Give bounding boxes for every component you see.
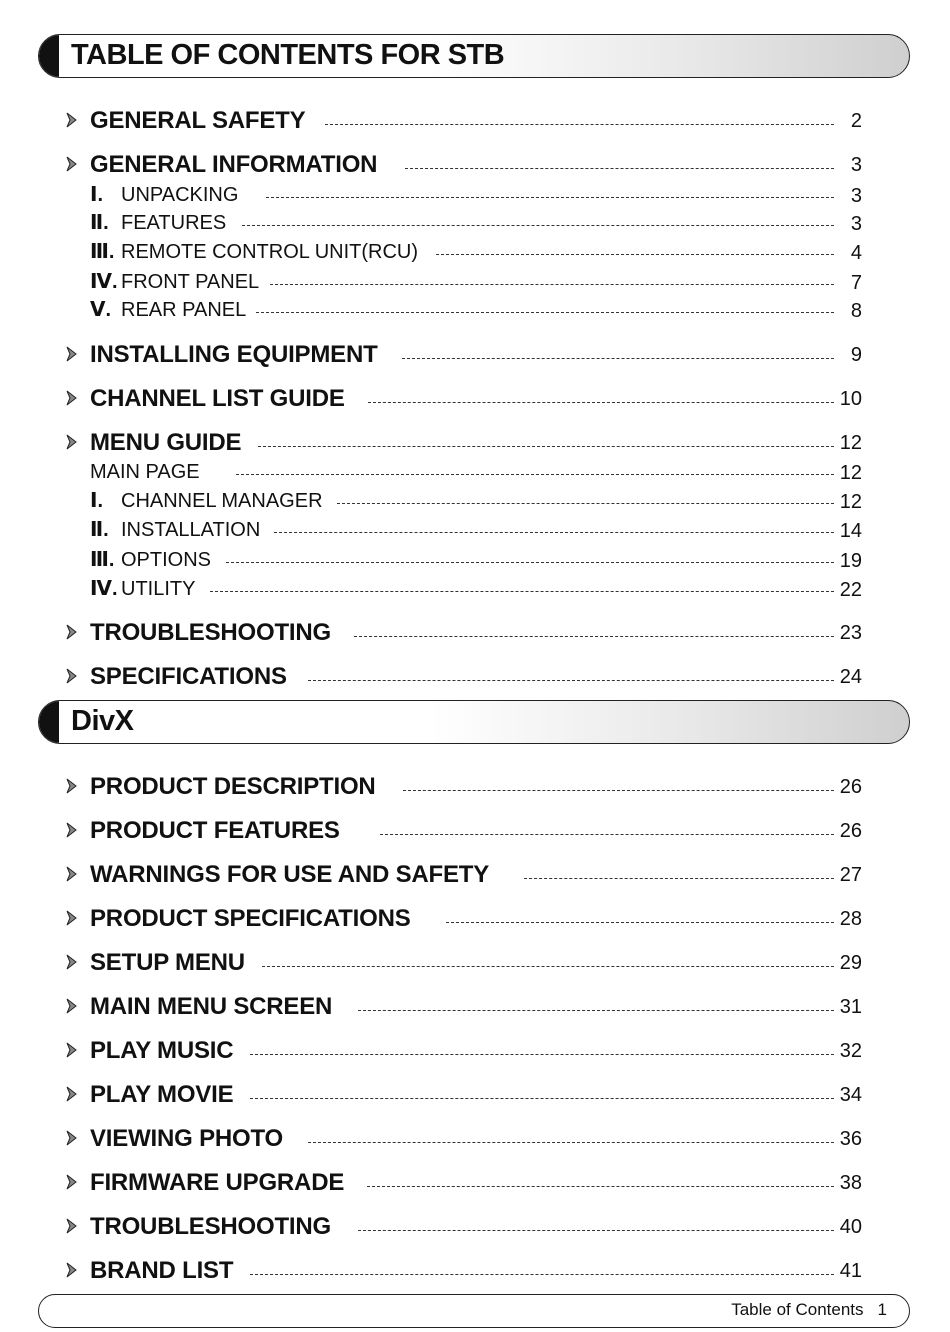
toc-entry-title: REMOTE CONTROL UNIT(RCU) <box>121 241 419 263</box>
dotted-leader <box>256 312 834 313</box>
bullet-arrow-icon <box>66 778 78 794</box>
toc-entry-page: 19 <box>839 550 862 572</box>
toc-entry-page: 24 <box>839 666 862 688</box>
toc-entry-page: 27 <box>839 864 862 886</box>
dotted-leader <box>274 532 834 533</box>
toc-entry[interactable] <box>0 662 950 692</box>
toc-entry-page: 36 <box>839 1128 862 1150</box>
toc-entry-page: 4 <box>850 242 862 264</box>
dotted-leader <box>524 878 834 879</box>
bullet-arrow-icon <box>66 390 78 406</box>
toc-entry-page: 40 <box>839 1216 862 1238</box>
dotted-leader <box>405 168 834 169</box>
dotted-leader <box>368 402 834 403</box>
bullet-arrow-icon <box>66 998 78 1014</box>
dotted-leader <box>236 474 834 475</box>
bullet-arrow-icon <box>66 1130 78 1146</box>
dotted-leader <box>446 922 834 923</box>
toc-entry-page: 12 <box>839 491 862 513</box>
dotted-leader <box>308 680 834 681</box>
toc-entry[interactable] <box>0 106 950 136</box>
dotted-leader <box>436 254 834 255</box>
toc-entry[interactable] <box>0 268 950 298</box>
bullet-arrow-icon <box>66 910 78 926</box>
toc-entry[interactable] <box>0 948 950 978</box>
header-cap <box>38 700 59 744</box>
dotted-leader <box>210 591 834 592</box>
toc-entry-numeral: Ⅰ. <box>90 184 103 206</box>
section-title: TABLE OF CONTENTS FOR STB <box>71 39 505 71</box>
page-footer <box>38 1294 910 1328</box>
bullet-arrow-icon <box>66 1086 78 1102</box>
toc-entry-page: 12 <box>839 432 862 454</box>
toc-entry[interactable] <box>0 384 950 414</box>
bullet-arrow-icon <box>66 1262 78 1278</box>
toc-entry-title: FEATURES <box>121 212 227 234</box>
bullet-arrow-icon <box>66 1174 78 1190</box>
toc-entry-numeral: Ⅱ. <box>90 519 109 541</box>
toc-entry[interactable] <box>0 1212 950 1242</box>
dotted-leader <box>270 284 834 285</box>
dotted-leader <box>262 966 834 967</box>
bullet-arrow-icon <box>66 112 78 128</box>
toc-entry-page: 2 <box>850 110 862 132</box>
toc-entry[interactable] <box>0 181 950 211</box>
dotted-leader <box>250 1274 834 1275</box>
bullet-arrow-icon <box>66 668 78 684</box>
dotted-leader <box>226 562 834 563</box>
toc-entry[interactable] <box>0 238 950 268</box>
toc-entry[interactable] <box>0 772 950 802</box>
toc-entry[interactable] <box>0 575 950 605</box>
bullet-arrow-icon <box>66 1042 78 1058</box>
toc-entry-numeral: Ⅲ. <box>90 241 115 263</box>
toc-entry-page: 34 <box>839 1084 862 1106</box>
bullet-arrow-icon <box>66 866 78 882</box>
toc-entry-page: 12 <box>839 462 862 484</box>
toc-entry-page: 38 <box>839 1172 862 1194</box>
toc-entry-title: PRODUCT FEATURES <box>90 817 340 844</box>
dotted-leader <box>358 1010 834 1011</box>
toc-entry[interactable] <box>0 546 950 576</box>
header-cap <box>38 34 59 78</box>
toc-entry-title: GENERAL SAFETY <box>90 107 306 134</box>
toc-entry-title: TROUBLESHOOTING <box>90 619 331 646</box>
toc-entry-page: 3 <box>850 185 862 207</box>
dotted-leader <box>337 503 834 504</box>
toc-entry-title: UTILITY <box>121 578 196 600</box>
dotted-leader <box>354 636 834 637</box>
toc-entry[interactable] <box>0 1036 950 1066</box>
footer-label: Table of Contents <box>731 1300 864 1319</box>
toc-entry-title: MAIN MENU SCREEN <box>90 993 333 1020</box>
toc-entry[interactable] <box>0 458 950 488</box>
toc-entry-title: UNPACKING <box>121 184 239 206</box>
toc-entry-page: 7 <box>850 272 862 294</box>
toc-entry[interactable] <box>0 860 950 890</box>
section-header-stb <box>38 34 910 78</box>
toc-entry-numeral: Ⅰ. <box>90 490 103 512</box>
dotted-leader <box>242 225 834 226</box>
toc-entry-page: 3 <box>850 213 862 235</box>
dotted-leader <box>250 1054 834 1055</box>
section-title: DivX <box>71 705 134 737</box>
dotted-leader <box>380 834 834 835</box>
toc-entry-numeral: Ⅱ. <box>90 212 109 234</box>
toc-entry-title: CHANNEL MANAGER <box>121 490 323 512</box>
toc-entry[interactable] <box>0 1124 950 1154</box>
dotted-leader <box>325 124 834 125</box>
dotted-leader <box>308 1142 834 1143</box>
bullet-arrow-icon <box>66 156 78 172</box>
toc-entry-page: 3 <box>850 154 862 176</box>
toc-entry-page: 29 <box>839 952 862 974</box>
toc-entry-page: 32 <box>839 1040 862 1062</box>
bullet-arrow-icon <box>66 624 78 640</box>
toc-entry-title: SETUP MENU <box>90 949 245 976</box>
toc-entry-title: MAIN PAGE <box>90 461 200 483</box>
footer-text <box>731 1300 887 1320</box>
toc-entry[interactable] <box>0 209 950 239</box>
toc-entry-title: PRODUCT DESCRIPTION <box>90 773 376 800</box>
toc-entry-page: 31 <box>839 996 862 1018</box>
bullet-arrow-icon <box>66 1218 78 1234</box>
toc-entry-title: PRODUCT SPECIFICATIONS <box>90 905 411 932</box>
toc-entry-title: GENERAL INFORMATION <box>90 151 378 178</box>
toc-entry-page: 26 <box>839 776 862 798</box>
toc-entry-title: OPTIONS <box>121 549 212 571</box>
toc-entry-title: PLAY MOVIE <box>90 1081 234 1108</box>
toc-entry-page: 23 <box>839 622 862 644</box>
dotted-leader <box>403 790 834 791</box>
dotted-leader <box>358 1230 834 1231</box>
toc-entry-page: 8 <box>850 300 862 322</box>
bullet-arrow-icon <box>66 434 78 450</box>
toc-entry-title: BRAND LIST <box>90 1257 234 1284</box>
toc-entry-title: REAR PANEL <box>121 299 247 321</box>
toc-entry-numeral: Ⅴ. <box>90 299 112 321</box>
toc-entry[interactable] <box>0 1256 950 1286</box>
toc-entry[interactable] <box>0 340 950 370</box>
toc-entry[interactable] <box>0 428 950 458</box>
dotted-leader <box>367 1186 834 1187</box>
toc-entry-title: VIEWING PHOTO <box>90 1125 283 1152</box>
toc-entry[interactable] <box>0 1168 950 1198</box>
toc-entry[interactable] <box>0 618 950 648</box>
toc-entry-title: FRONT PANEL <box>121 271 260 293</box>
dotted-leader <box>250 1098 834 1099</box>
bullet-arrow-icon <box>66 346 78 362</box>
toc-entry-title: WARNINGS FOR USE AND SAFETY <box>90 861 490 888</box>
bullet-arrow-icon <box>66 954 78 970</box>
toc-entry-numeral: Ⅳ. <box>90 271 118 293</box>
toc-entry-title: MENU GUIDE <box>90 429 242 456</box>
toc-entry[interactable] <box>0 487 950 517</box>
toc-entry[interactable] <box>0 150 950 180</box>
toc-entry-numeral: Ⅲ. <box>90 549 115 571</box>
toc-entry-title: INSTALLATION <box>121 519 261 541</box>
footer-page-number: 1 <box>877 1300 887 1319</box>
toc-entry[interactable] <box>0 816 950 846</box>
toc-entry-title: TROUBLESHOOTING <box>90 1213 331 1240</box>
toc-entry-title: SPECIFICATIONS <box>90 663 287 690</box>
dotted-leader <box>266 197 834 198</box>
toc-entry-title: FIRMWARE UPGRADE <box>90 1169 345 1196</box>
toc-entry-page: 41 <box>839 1260 862 1282</box>
toc-entry-title: PLAY MUSIC <box>90 1037 234 1064</box>
toc-entry-page: 26 <box>839 820 862 842</box>
toc-entry-numeral: Ⅳ. <box>90 578 118 600</box>
bullet-arrow-icon <box>66 822 78 838</box>
dotted-leader <box>258 446 834 447</box>
toc-entry[interactable] <box>0 992 950 1022</box>
section-header-divx <box>38 700 910 744</box>
toc-entry[interactable] <box>0 516 950 546</box>
toc-entry[interactable] <box>0 904 950 934</box>
toc-entry[interactable] <box>0 1080 950 1110</box>
toc-entry[interactable] <box>0 296 950 326</box>
toc-entry-title: CHANNEL LIST GUIDE <box>90 385 345 412</box>
toc-entry-page: 14 <box>839 520 862 542</box>
toc-entry-page: 10 <box>839 388 862 410</box>
toc-entry-page: 22 <box>839 579 862 601</box>
toc-entry-page: 28 <box>839 908 862 930</box>
toc-entry-page: 9 <box>850 344 862 366</box>
dotted-leader <box>402 358 834 359</box>
toc-entry-title: INSTALLING EQUIPMENT <box>90 341 378 368</box>
